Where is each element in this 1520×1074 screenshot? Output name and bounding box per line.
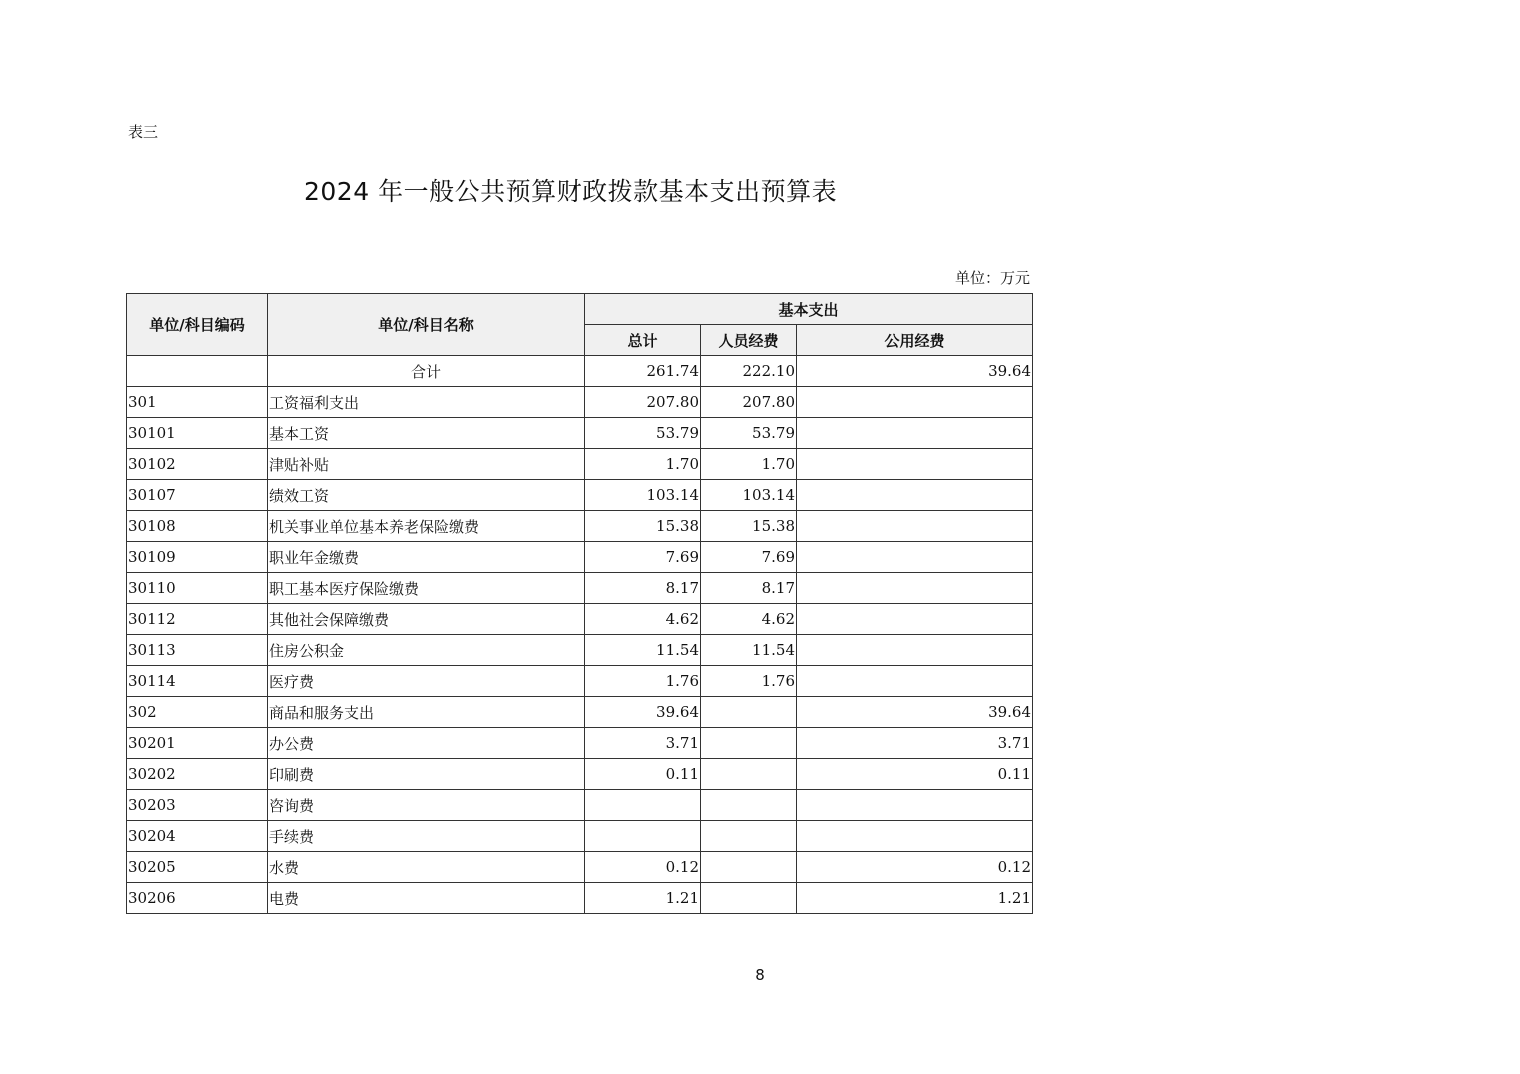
cell-name: 绩效工资 <box>268 480 585 511</box>
cell-code: 30113 <box>127 635 268 666</box>
header-total: 总计 <box>585 325 701 356</box>
cell-total: 103.14 <box>585 480 701 511</box>
cell-total <box>585 790 701 821</box>
table-row <box>127 418 1033 449</box>
table-row <box>127 852 1033 883</box>
cell-code: 30202 <box>127 759 268 790</box>
header-code: 单位/科目编码 <box>127 294 268 356</box>
cell-code: 30206 <box>127 883 268 914</box>
cell-public <box>797 418 1033 449</box>
cell-personnel: 1.70 <box>701 449 797 480</box>
cell-personnel <box>701 852 797 883</box>
cell-personnel: 15.38 <box>701 511 797 542</box>
cell-name: 职工基本医疗保险缴费 <box>268 573 585 604</box>
cell-public <box>797 821 1033 852</box>
cell-code: 30110 <box>127 573 268 604</box>
cell-name: 商品和服务支出 <box>268 697 585 728</box>
cell-personnel <box>701 728 797 759</box>
table-row <box>127 883 1033 914</box>
cell-name: 职业年金缴费 <box>268 542 585 573</box>
cell-total: 11.54 <box>585 635 701 666</box>
cell-code: 301 <box>127 387 268 418</box>
cell-total: 53.79 <box>585 418 701 449</box>
header-basic-expenditure: 基本支出 <box>585 294 1033 325</box>
cell-public: 39.64 <box>797 697 1033 728</box>
cell-public <box>797 635 1033 666</box>
table-row <box>127 573 1033 604</box>
cell-total: 261.74 <box>585 356 701 387</box>
cell-public <box>797 573 1033 604</box>
header-public: 公用经费 <box>797 325 1033 356</box>
cell-personnel: 7.69 <box>701 542 797 573</box>
table-row <box>127 666 1033 697</box>
table-row <box>127 449 1033 480</box>
cell-public: 0.12 <box>797 852 1033 883</box>
cell-code: 30114 <box>127 666 268 697</box>
cell-personnel: 207.80 <box>701 387 797 418</box>
cell-total: 207.80 <box>585 387 701 418</box>
cell-public <box>797 511 1033 542</box>
cell-public <box>797 387 1033 418</box>
table-row <box>127 821 1033 852</box>
table-row <box>127 542 1033 573</box>
cell-name: 水费 <box>268 852 585 883</box>
cell-personnel: 4.62 <box>701 604 797 635</box>
cell-public <box>797 790 1033 821</box>
cell-personnel: 53.79 <box>701 418 797 449</box>
cell-name: 住房公积金 <box>268 635 585 666</box>
table-row <box>127 511 1033 542</box>
cell-code: 30108 <box>127 511 268 542</box>
cell-code: 30109 <box>127 542 268 573</box>
table-header <box>127 294 1033 356</box>
cell-total: 8.17 <box>585 573 701 604</box>
cell-name: 办公费 <box>268 728 585 759</box>
cell-name: 合计 <box>268 356 585 387</box>
header-personnel: 人员经费 <box>701 325 797 356</box>
cell-name: 工资福利支出 <box>268 387 585 418</box>
cell-name: 印刷费 <box>268 759 585 790</box>
cell-code: 30204 <box>127 821 268 852</box>
cell-name: 其他社会保障缴费 <box>268 604 585 635</box>
cell-code: 30205 <box>127 852 268 883</box>
cell-name: 咨询费 <box>268 790 585 821</box>
cell-name: 手续费 <box>268 821 585 852</box>
cell-total: 15.38 <box>585 511 701 542</box>
table-row <box>127 697 1033 728</box>
table-row <box>127 728 1033 759</box>
cell-public <box>797 542 1033 573</box>
table-body <box>127 356 1033 914</box>
cell-public: 1.21 <box>797 883 1033 914</box>
page-number: 8 <box>755 966 765 984</box>
cell-total: 1.70 <box>585 449 701 480</box>
cell-total <box>585 821 701 852</box>
table-row <box>127 356 1033 387</box>
table-row <box>127 387 1033 418</box>
cell-code: 30101 <box>127 418 268 449</box>
cell-personnel <box>701 790 797 821</box>
cell-code: 30102 <box>127 449 268 480</box>
cell-name: 基本工资 <box>268 418 585 449</box>
table-row <box>127 759 1033 790</box>
cell-personnel <box>701 759 797 790</box>
cell-total: 1.76 <box>585 666 701 697</box>
cell-name: 机关事业单位基本养老保险缴费 <box>268 511 585 542</box>
cell-code: 30203 <box>127 790 268 821</box>
cell-total: 0.12 <box>585 852 701 883</box>
cell-total: 0.11 <box>585 759 701 790</box>
budget-table <box>126 293 1033 914</box>
cell-public <box>797 604 1033 635</box>
cell-code <box>127 356 268 387</box>
cell-personnel: 222.10 <box>701 356 797 387</box>
table-label: 表三 <box>128 123 159 141</box>
cell-public: 39.64 <box>797 356 1033 387</box>
cell-code: 30107 <box>127 480 268 511</box>
cell-name: 医疗费 <box>268 666 585 697</box>
cell-personnel: 103.14 <box>701 480 797 511</box>
unit-label: 单位：万元 <box>954 269 1030 287</box>
cell-total: 4.62 <box>585 604 701 635</box>
cell-personnel <box>701 697 797 728</box>
table-row <box>127 480 1033 511</box>
cell-personnel <box>701 883 797 914</box>
table-row <box>127 790 1033 821</box>
cell-personnel: 8.17 <box>701 573 797 604</box>
cell-personnel: 11.54 <box>701 635 797 666</box>
cell-total: 39.64 <box>585 697 701 728</box>
cell-public <box>797 449 1033 480</box>
page-title: 2024 年一般公共预算财政拨款基本支出预算表 <box>304 177 838 206</box>
cell-public <box>797 666 1033 697</box>
cell-personnel: 1.76 <box>701 666 797 697</box>
header-name: 单位/科目名称 <box>268 294 585 356</box>
cell-total: 7.69 <box>585 542 701 573</box>
cell-code: 302 <box>127 697 268 728</box>
cell-total: 1.21 <box>585 883 701 914</box>
cell-personnel <box>701 821 797 852</box>
table-row <box>127 635 1033 666</box>
cell-name: 电费 <box>268 883 585 914</box>
cell-public <box>797 480 1033 511</box>
cell-total: 3.71 <box>585 728 701 759</box>
cell-name: 津贴补贴 <box>268 449 585 480</box>
cell-code: 30112 <box>127 604 268 635</box>
cell-public: 0.11 <box>797 759 1033 790</box>
cell-code: 30201 <box>127 728 268 759</box>
cell-public: 3.71 <box>797 728 1033 759</box>
table-row <box>127 604 1033 635</box>
